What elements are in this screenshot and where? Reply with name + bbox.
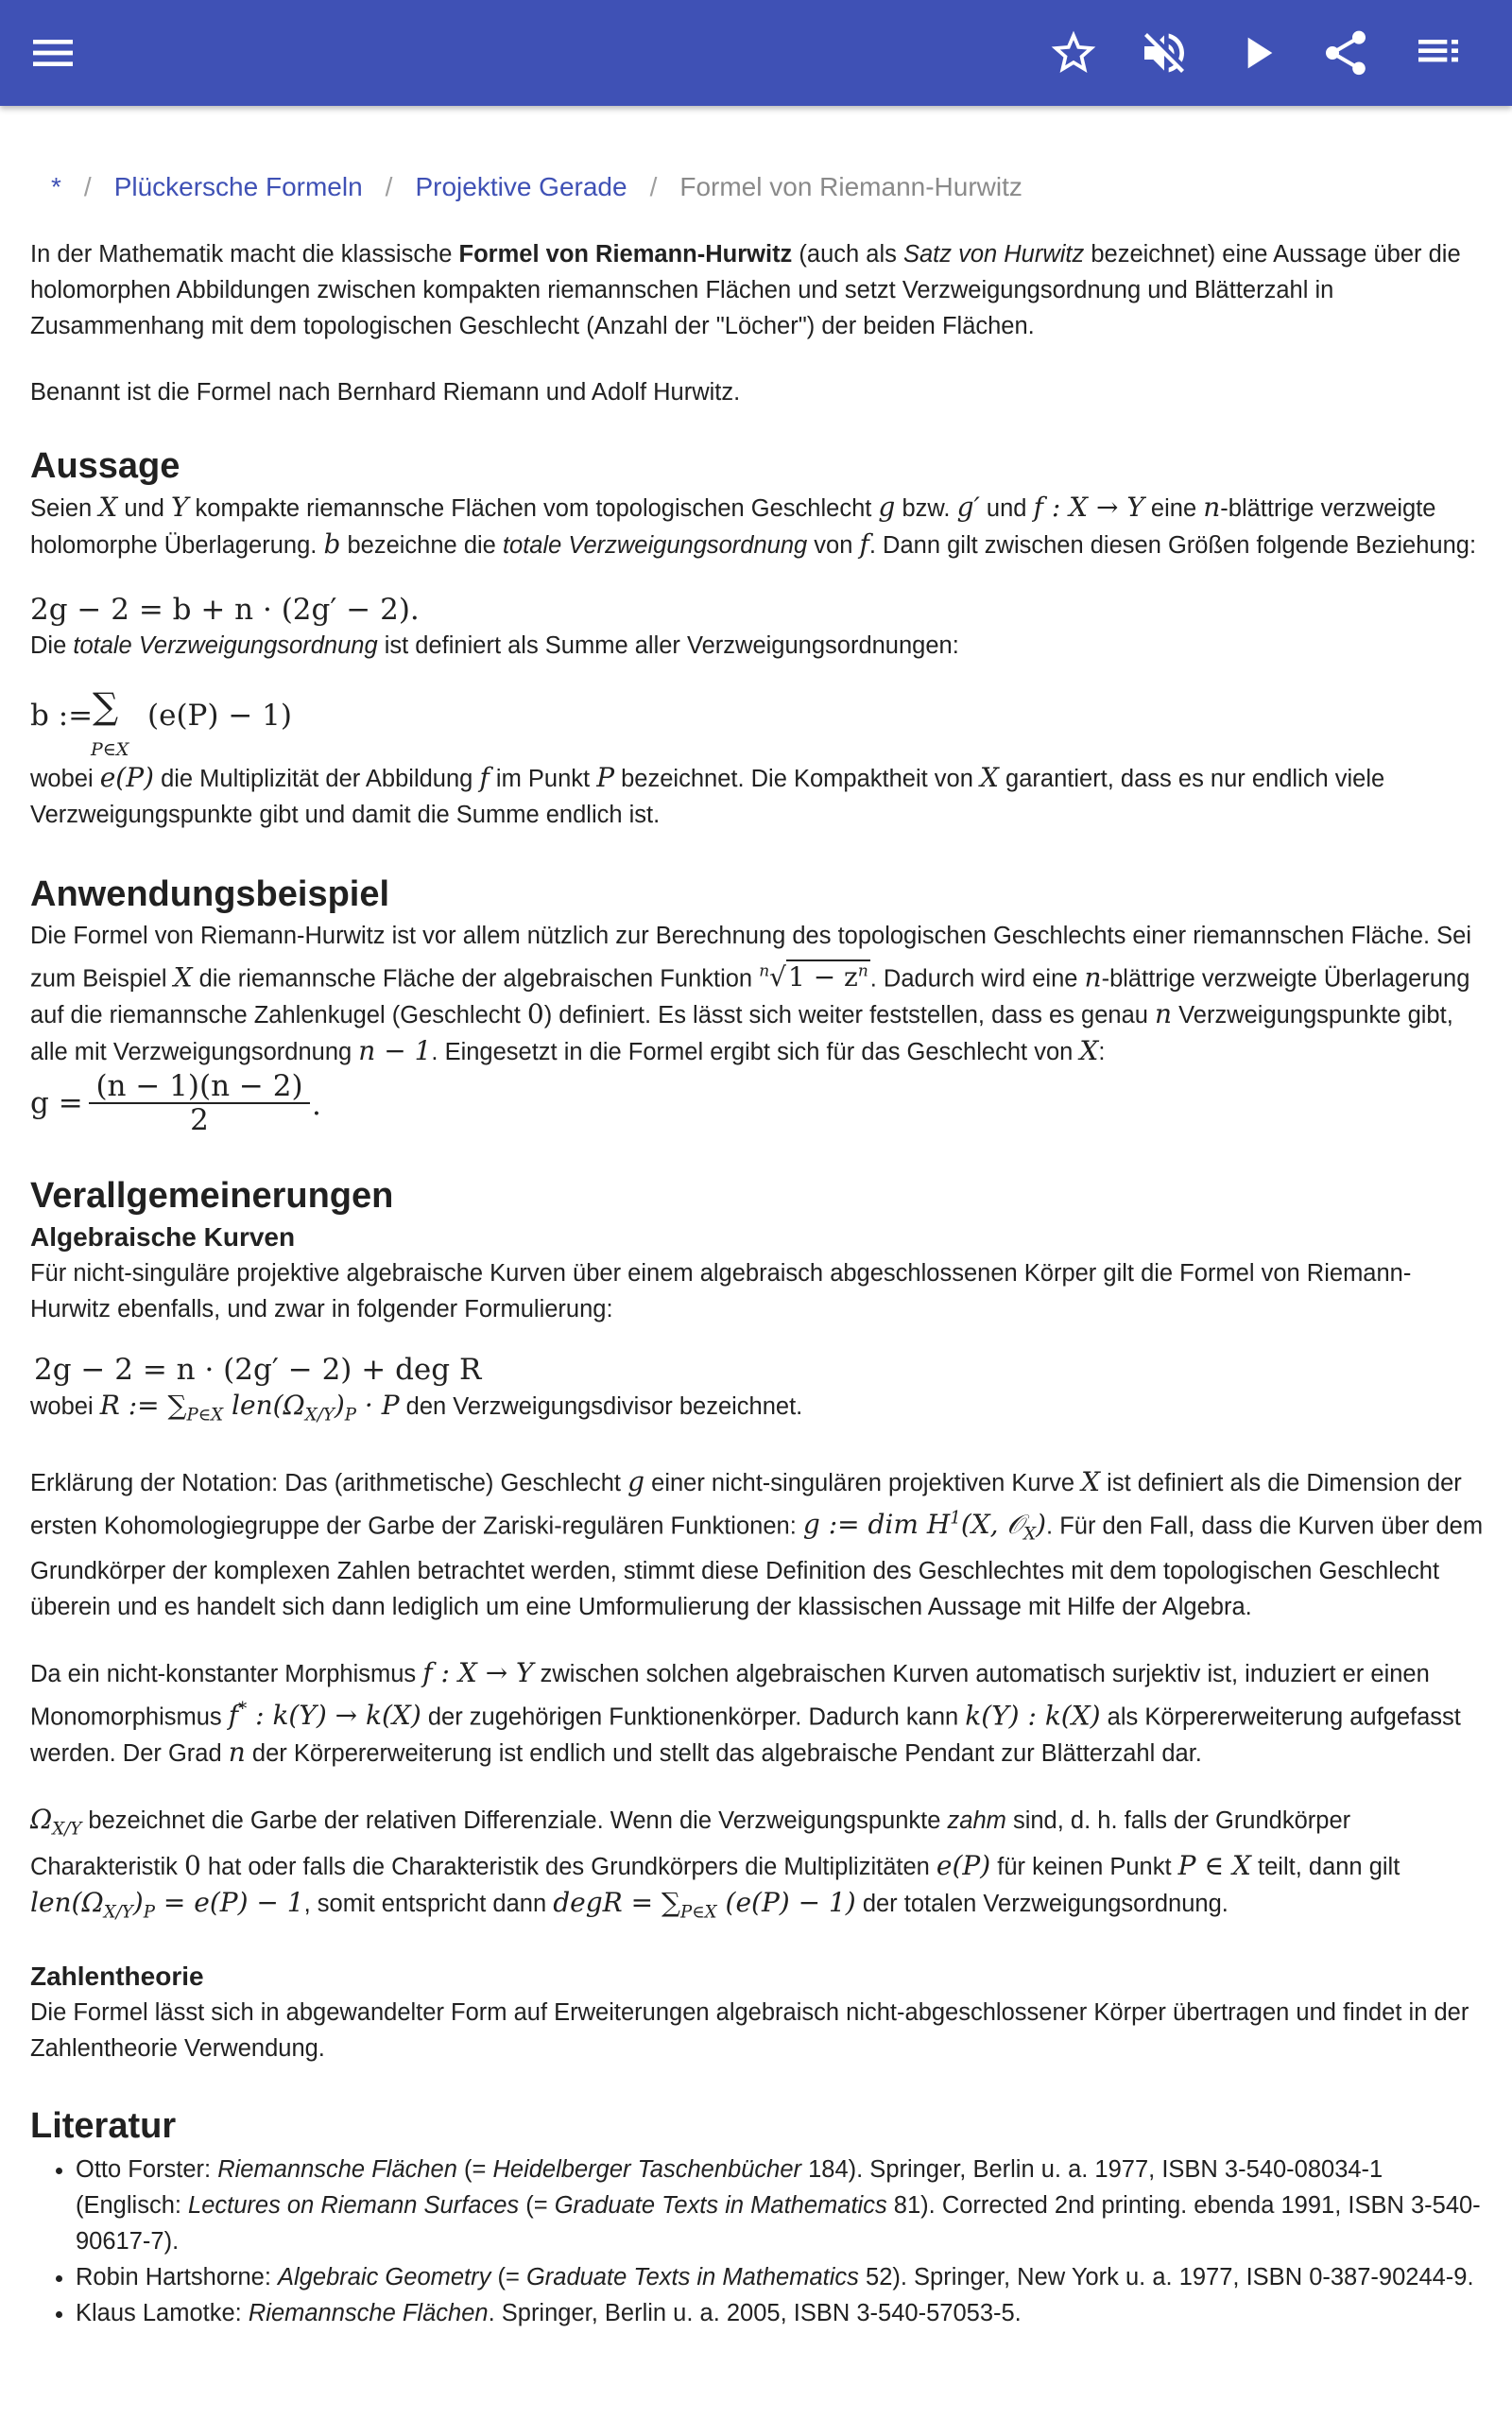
text: . Springer, Berlin u. a. 2005, ISBN 3-540-57053-5. bbox=[488, 2300, 1022, 2327]
math-part: (X, 𝒪 bbox=[960, 1509, 1024, 1541]
math-subscript: P bbox=[143, 1902, 155, 1923]
notation-paragraph bbox=[30, 1464, 1486, 1625]
list-item bbox=[76, 2152, 1486, 2259]
math: f bbox=[859, 528, 869, 560]
heading-verallgemeinerungen: Verallgemeinerungen bbox=[30, 1176, 394, 1217]
text: ) definiert. Es lässt sich weiter feststellen, dass es genau bbox=[543, 1002, 1156, 1029]
math: n bbox=[1203, 492, 1221, 523]
text: 52). Springer, New York u. a. 1977, ISBN 0-387-90244-9. bbox=[858, 2264, 1474, 2291]
formula-total-branching bbox=[30, 685, 1486, 760]
text: von bbox=[807, 532, 860, 559]
root-index: n bbox=[759, 962, 770, 981]
math: e(P) bbox=[936, 1849, 991, 1881]
text: Erklärung der Notation: Das (arithmetische) Geschlecht bbox=[30, 1469, 628, 1496]
text: und bbox=[979, 495, 1034, 522]
math: 0 bbox=[526, 998, 544, 1030]
math: P bbox=[596, 762, 615, 793]
formula-genus bbox=[30, 1070, 1486, 1136]
article bbox=[30, 106, 1486, 2331]
italic-term: Satz von Hurwitz bbox=[902, 241, 1085, 268]
text: Otto Forster: bbox=[76, 2156, 218, 2184]
text: der zugehörigen Funktionenkörper. Dadurch kann bbox=[421, 1703, 966, 1731]
morphism-paragraph bbox=[30, 1655, 1486, 1772]
sum-symbol: ∑ bbox=[93, 685, 119, 727]
text: den Verzweigungsdivisor bezeichnet. bbox=[399, 1393, 803, 1421]
math: b bbox=[323, 528, 341, 560]
play-icon[interactable] bbox=[1230, 26, 1283, 79]
heading-literatur: Literatur bbox=[30, 2106, 177, 2147]
bold-term: Formel von Riemann-Hurwitz bbox=[458, 241, 793, 268]
math-subscript: P bbox=[344, 1405, 357, 1426]
math-omega bbox=[30, 1804, 82, 1840]
math-part: degR = ∑ bbox=[553, 1886, 680, 1918]
math: X bbox=[98, 492, 118, 523]
number-theory-paragraph: Die Formel lässt sich in abgewandelter Form auf Erweiterungen algebraisch nicht-abgeschlossener Körper übertragen und findet in der Zahlentheorie Verwendung. bbox=[30, 1999, 1469, 2063]
sum-index: P∈X bbox=[91, 739, 129, 760]
text: Klaus Lamotke: bbox=[76, 2300, 249, 2327]
math-divisor-definition bbox=[99, 1390, 400, 1426]
formula-rhs: (e(P) − 1) bbox=[147, 699, 292, 733]
breadcrumb-separator: / bbox=[649, 172, 658, 201]
math-subscript: X/Y bbox=[103, 1902, 133, 1923]
text: Die bbox=[30, 632, 74, 659]
text: (= bbox=[519, 2192, 555, 2220]
text: als Körpererweiterung aufgefasst werden. Der Grad bbox=[30, 1703, 1461, 1768]
book-title: Riemannsche Flächen bbox=[248, 2300, 489, 2327]
math: n bbox=[1155, 998, 1173, 1030]
breadcrumb-link-pluecker[interactable]: Plückersche Formeln bbox=[113, 172, 363, 201]
math-genus-definition bbox=[802, 1508, 1047, 1545]
italic-term: zahm bbox=[947, 1807, 1006, 1835]
text: bezeichnet) eine Aussage über die holomorphen Abbildungen zwischen kompakten riemannschen Flächen und setzt Verzweigungsordnung und Blätterzahl in Zusammenhang mit dem topologischen Geschlecht (Anzahl der "Löcher") der beiden Flächen. bbox=[30, 241, 1461, 339]
text: der totalen Verzweigungsordnung. bbox=[855, 1890, 1228, 1917]
formula-lhs: b := bbox=[30, 699, 94, 733]
math-part: ) bbox=[1036, 1509, 1047, 1541]
math-superscript: * bbox=[238, 1699, 248, 1720]
text: (auch als bbox=[792, 241, 903, 268]
playlist-icon[interactable] bbox=[1412, 26, 1465, 79]
math-length bbox=[30, 1886, 304, 1923]
radicand-text: 1 − z bbox=[787, 961, 858, 994]
series-title: Heidelberger Taschenbücher bbox=[492, 2156, 802, 2184]
text: Seien bbox=[30, 495, 99, 522]
math: f : X → Y bbox=[1033, 492, 1144, 523]
math-part: R := ∑ bbox=[99, 1390, 187, 1422]
formula-text: 2g − 2 = n · (2g′ − 2) + deg R bbox=[34, 1353, 482, 1388]
math-part: Ω bbox=[30, 1804, 53, 1836]
book-title: Riemannsche Flächen bbox=[217, 2156, 457, 2184]
math: g bbox=[878, 492, 896, 523]
math: X bbox=[980, 762, 999, 793]
fraction bbox=[89, 1070, 310, 1136]
math-subscript: X bbox=[1023, 1524, 1037, 1545]
text: : bbox=[1098, 1039, 1106, 1066]
share-icon[interactable] bbox=[1319, 26, 1372, 79]
text: zwischen solchen algebraischen Kurven automatisch surjektiv ist, induziert er einen Monomorphismus bbox=[30, 1660, 1430, 1731]
math-subscript: P∈X bbox=[679, 1902, 717, 1923]
breadcrumb-separator: / bbox=[83, 172, 92, 201]
math-part: len(Ω bbox=[223, 1390, 305, 1422]
book-title: Algebraic Geometry bbox=[278, 2264, 491, 2291]
breadcrumb-link-projective-line[interactable]: Projektive Gerade bbox=[415, 172, 627, 201]
fraction-numerator: (n − 1)(n − 2) bbox=[89, 1070, 310, 1104]
math: P ∈ X bbox=[1177, 1849, 1251, 1881]
math: g′ bbox=[956, 492, 980, 523]
volume-off-icon[interactable] bbox=[1138, 26, 1191, 79]
math: X bbox=[1079, 1035, 1099, 1067]
breadcrumb bbox=[30, 170, 1486, 204]
math-part: (e(P) − 1) bbox=[716, 1886, 856, 1918]
breadcrumb-home-link[interactable]: * bbox=[51, 172, 61, 201]
math-part: · P bbox=[356, 1390, 400, 1422]
italic-term: totale Verzweigungsordnung bbox=[502, 532, 808, 559]
curves-paragraph: Für nicht-singuläre projektive algebraische Kurven über einem algebraisch abgeschlossenen Körper gilt die Formel von Riemann-Hurwitz ebenfalls, und zwar in folgender Formulierung: bbox=[30, 1260, 1412, 1323]
divisor-paragraph bbox=[30, 1388, 1486, 1434]
text: (= bbox=[490, 2264, 526, 2291]
aussage-paragraph bbox=[30, 490, 1486, 563]
text: garantiert, dass es nur endlich viele Verzweigungspunkte gibt und damit die Summe endlich ist. bbox=[30, 766, 1385, 828]
math-superscript: 1 bbox=[950, 1508, 961, 1529]
text: bezeichnet die Garbe der relativen Differenziale. Wenn die Verzweigungspunkte bbox=[81, 1807, 948, 1835]
series-title: Graduate Texts in Mathematics bbox=[525, 2264, 859, 2291]
subheading-zahlentheorie: Zahlentheorie bbox=[30, 1962, 204, 1992]
radicand bbox=[786, 959, 870, 993]
multiplicity-paragraph bbox=[30, 760, 1486, 833]
book-title: Lectures on Riemann Surfaces bbox=[188, 2192, 520, 2220]
math: n bbox=[228, 1737, 246, 1769]
math-subscript: P∈X bbox=[186, 1405, 224, 1426]
text: . Für den Fall, dass die Kurven über dem Grundkörper der komplexen Zahlen betrachtet werden, stimmt diese Definition des Geschlechtes mit dem topologischen Geschlecht überein und es handelt sich dann lediglich um eine Umformulierung der klassischen Aussage mit Hilfe der Algebra. bbox=[30, 1512, 1484, 1620]
text: -blättrige verzweigte holomorphe Überlagerung. bbox=[30, 495, 1436, 559]
text: (= bbox=[456, 2156, 493, 2184]
text: Da ein nicht-konstanter Morphismus bbox=[30, 1660, 423, 1687]
math-part: g := dim H bbox=[802, 1509, 951, 1541]
menu-icon[interactable] bbox=[26, 26, 79, 79]
text: 184). Springer, Berlin u. a. 1977, ISBN 3-540-08034-1 (Englisch: bbox=[76, 2156, 1383, 2220]
literature-list bbox=[30, 2152, 1486, 2331]
text: 81). Corrected 2nd printing. ebenda 1991, ISBN 3-540-90617-7). bbox=[76, 2192, 1481, 2256]
nth-root: $^n√1 - z^n$ bbox=[759, 961, 868, 994]
text: Robin Hartshorne: bbox=[76, 2264, 279, 2291]
breadcrumb-separator: / bbox=[385, 172, 393, 201]
text: eine bbox=[1143, 495, 1204, 522]
text: die Multiplizität der Abbildung bbox=[153, 766, 480, 792]
text: für keinen Punkt bbox=[990, 1853, 1178, 1880]
list-item bbox=[76, 2295, 1486, 2331]
text: , somit entspricht dann bbox=[303, 1890, 554, 1917]
text: sind, d. h. falls der Grundkörper Charakteristik bbox=[30, 1807, 1351, 1880]
math-part: f bbox=[228, 1700, 239, 1732]
subheading-algebraische-kurven: Algebraische Kurven bbox=[30, 1222, 296, 1253]
text: In der Mathematik macht die klassische bbox=[30, 241, 459, 268]
text: der Körpererweiterung ist endlich und stellt das algebraische Pendant zur Blätterzahl dar. bbox=[245, 1740, 1202, 1768]
text: . Dadurch wird eine bbox=[869, 965, 1085, 993]
text: . Eingesetzt in die Formel ergibt sich für das Geschlecht von bbox=[431, 1039, 1080, 1066]
text: bezeichnet. Die Kompaktheit von bbox=[614, 766, 981, 792]
differentials-paragraph bbox=[30, 1802, 1486, 1930]
text: wobei bbox=[30, 1393, 100, 1421]
math: n bbox=[1084, 961, 1102, 994]
heading-anwendungsbeispiel: Anwendungsbeispiel bbox=[30, 874, 390, 914]
text: die riemannsche Fläche der algebraischen Funktion bbox=[192, 965, 760, 993]
formula-text: 2g − 2 = b + n · (2g′ − 2). bbox=[30, 593, 420, 627]
text: einer nicht-singulären projektiven Kurve bbox=[644, 1469, 1082, 1496]
example-paragraph bbox=[30, 918, 1486, 1070]
math-degree bbox=[553, 1886, 856, 1923]
math: X bbox=[1081, 1465, 1101, 1497]
formula-lhs: g = bbox=[30, 1086, 83, 1121]
text: im Punkt bbox=[489, 766, 597, 792]
text: . Dann gilt zwischen diesen Größen folgende Beziehung: bbox=[868, 532, 1477, 559]
math-monomorphism bbox=[229, 1700, 421, 1731]
math-part: = e(P) − 1 bbox=[154, 1886, 304, 1918]
math-part: len(Ω bbox=[30, 1886, 104, 1918]
text: Verzweigungspunkte gibt, alle mit Verzweigungsordnung bbox=[30, 1002, 1453, 1066]
math: f bbox=[479, 762, 490, 793]
text: kompakte riemannsche Flächen vom topologischen Geschlecht bbox=[188, 495, 879, 522]
math: 0 bbox=[183, 1849, 201, 1881]
text: bezeichne die bbox=[340, 532, 503, 559]
text: und bbox=[117, 495, 171, 522]
math: e(P) bbox=[99, 762, 154, 793]
star-outline-icon[interactable] bbox=[1047, 26, 1100, 79]
series-title: Graduate Texts in Mathematics bbox=[554, 2192, 887, 2220]
formula-algebraic-rh bbox=[30, 1352, 1486, 1388]
math: n − 1 bbox=[358, 1035, 432, 1067]
text: hat oder falls die Charakteristik des Grundkörpers die Multiplizitäten bbox=[200, 1853, 936, 1880]
math: Y bbox=[170, 492, 189, 523]
list-item bbox=[76, 2259, 1486, 2295]
math-subscript: X/Y bbox=[304, 1405, 335, 1426]
heading-aussage: Aussage bbox=[30, 446, 180, 486]
text: ist definiert als die Dimension der ersten Kohomologiegruppe der Garbe der Zariski-regulären Funktionen: bbox=[30, 1469, 1462, 1540]
math-part: : k(Y) → k(X) bbox=[247, 1700, 421, 1732]
text: teilt, dann gilt bbox=[1250, 1853, 1400, 1880]
breadcrumb-current: Formel von Riemann-Hurwitz bbox=[679, 172, 1022, 201]
intro-paragraph bbox=[30, 236, 1486, 344]
math: X bbox=[173, 961, 193, 994]
math: f : X → Y bbox=[422, 1656, 534, 1688]
exponent: n bbox=[857, 962, 868, 981]
fraction-denominator: 2 bbox=[190, 1103, 209, 1138]
naming-paragraph: Benannt ist die Formel nach Bernhard Riemann und Adolf Hurwitz. bbox=[30, 379, 741, 406]
math-subscript: X/Y bbox=[52, 1819, 82, 1840]
math: k(Y) : k(X) bbox=[965, 1700, 1101, 1732]
formula-period: . bbox=[312, 1088, 321, 1123]
text: Die Formel von Riemann-Hurwitz ist vor allem nützlich zur Berechnung des topologischen Geschlechts einer riemannschen Fläche. Sei zum Beispiel bbox=[30, 923, 1472, 993]
text: ist definiert als Summe aller Verzweigungsordnungen: bbox=[377, 632, 959, 659]
math-part: ) bbox=[334, 1390, 345, 1422]
math: g bbox=[627, 1465, 645, 1497]
formula-riemann-hurwitz bbox=[30, 592, 1486, 628]
text: -blättrige verzweigte Überlagerung auf die riemannsche Zahlenkugel (Geschlecht bbox=[30, 965, 1470, 1029]
text: wobei bbox=[30, 766, 100, 792]
definition-paragraph bbox=[30, 628, 1486, 664]
app-bar bbox=[0, 0, 1512, 106]
math-part: ) bbox=[132, 1886, 144, 1918]
text: bzw. bbox=[895, 495, 957, 522]
italic-term: totale Verzweigungsordnung bbox=[73, 632, 378, 659]
